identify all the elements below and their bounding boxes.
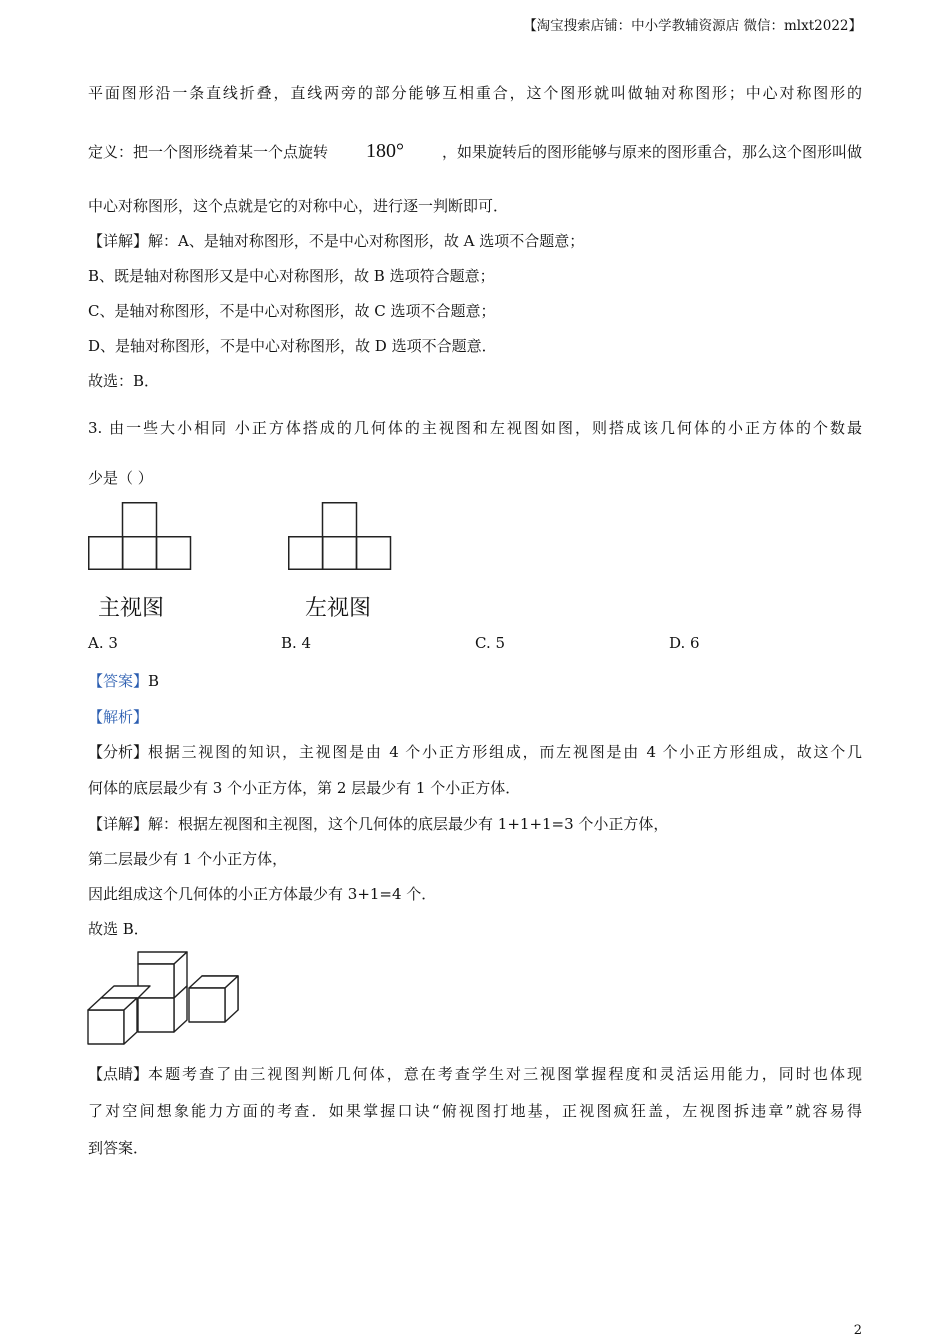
xiangjie-tag: 【详解】: [88, 815, 149, 833]
prev-option-c: C、是轴对称图形，不是中心对称图形，故 C 选项不合题意；: [88, 302, 496, 320]
left-view-figure: [288, 502, 392, 570]
xiangjie-text-1: 解：根据左视图和主视图，这个几何体的底层最少有 1+1+1=3 个小正方体，: [148, 815, 669, 833]
front-view-label: 主视图: [98, 596, 165, 621]
xiangjie-line-2: 第二层最少有 1 个小正方体，: [88, 850, 288, 868]
page-number: 2: [853, 1323, 862, 1338]
prev-detail: [88, 230, 584, 251]
fenxi-line-1: [88, 741, 862, 762]
dianjing-tag: 【点睛】: [88, 1065, 149, 1083]
prev-line-2b: ，如果旋转后的图形能够与原来的图形重合，那么这个图形叫做: [441, 143, 862, 161]
prev-line-2: [88, 140, 862, 163]
prev-option-b: B、既是轴对称图形又是中心对称图形，故 B 选项符合题意；: [88, 267, 495, 285]
q3-line-2: 少是（ ）: [88, 469, 153, 487]
prev-option-d: D、是轴对称图形，不是中心对称图形，故 D 选项不合题意．: [88, 337, 497, 355]
fenxi-text-1: 根据三视图的知识，主视图是由 4 个小正方形组成，而左视图是由 4 个小正方形组成，故这个几: [148, 743, 862, 761]
prev-line-3: 中心对称图形，这个点就是它的对称中心，进行逐一判断即可．: [88, 197, 509, 215]
left-view-label: 左视图: [305, 596, 372, 621]
dianjing-line-2: 了对空间想象能力方面的考查．如果掌握口诀“俯视图打地基，正视图疯狂盖，左视图拆违章”就容易得: [88, 1102, 862, 1120]
front-view-figure: [88, 502, 192, 570]
cube-solid-figure: [86, 950, 242, 1046]
rotation-angle: 180°: [366, 140, 404, 162]
dianjing-line-3: 到答案．: [88, 1139, 149, 1157]
answer-value: B: [148, 672, 160, 690]
detail-text: 解：A、是轴对称图形，不是中心对称图形，故 A 选项不合题意；: [148, 232, 585, 250]
answer-line: [88, 670, 159, 691]
prev-line-1: 平面图形沿一条直线折叠，直线两旁的部分能够互相重合，这个图形就叫做轴对称图形；中心对称图形的: [88, 84, 862, 102]
dianjing-line-1: [88, 1063, 862, 1084]
option-b: B. 4: [281, 634, 312, 652]
option-c: C. 5: [475, 634, 506, 652]
analysis-tag: 【解析】: [88, 708, 149, 726]
dianjing-text-1: 本题考查了由三视图判断几何体，意在考查学生对三视图掌握程度和灵活运用能力，同时也体现: [148, 1065, 862, 1083]
fenxi-tag: 【分析】: [88, 743, 149, 761]
page-header: 【淘宝搜索店铺：中小学教辅资源店 微信：mlxt2022】: [523, 18, 862, 34]
option-a: A. 3: [88, 634, 118, 652]
fenxi-line-2: 何体的底层最少有 3 个小正方体，第 2 层最少有 1 个小正方体．: [88, 779, 521, 797]
prev-choose: 故选：B．: [88, 372, 160, 390]
detail-tag: 【详解】: [88, 232, 149, 250]
xiangjie-line-1: [88, 813, 668, 834]
xiangjie-line-3: 因此组成这个几何体的小正方体最少有 3+1=4 个．: [88, 885, 437, 903]
q3-line-1: 3. 由一些大小相同 小正方体搭成的几何体的主视图和左视图如图，则搭成该几何体的小正方体的个数最: [88, 419, 862, 437]
answer-tag: 【答案】: [88, 672, 149, 690]
option-d: D. 6: [669, 634, 700, 652]
q3-choose: 故选 B．: [88, 920, 149, 938]
prev-line-2a: 定义：把一个图形绕着某一个点旋转: [88, 143, 329, 161]
